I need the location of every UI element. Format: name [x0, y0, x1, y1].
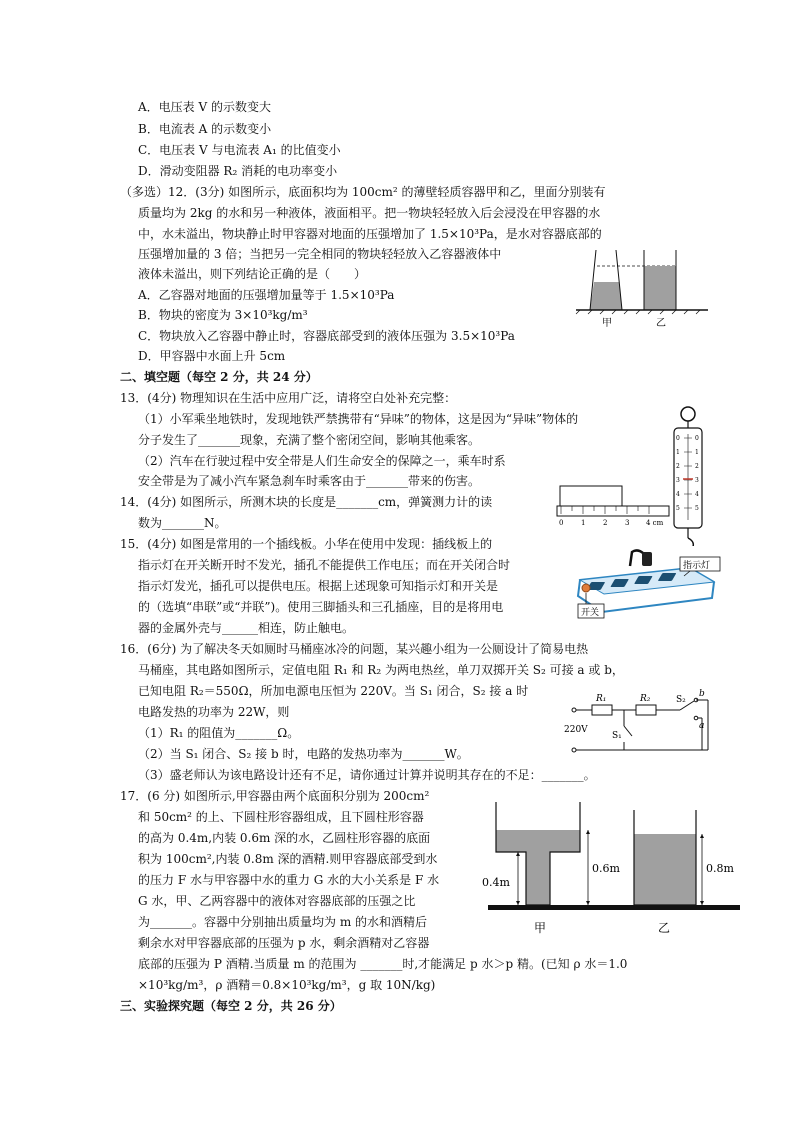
label-r2: R₂: [640, 694, 651, 704]
q17-line-2: 和 50cm² 的上、下圆柱形容器组成，且下圆柱形容器: [138, 810, 424, 824]
q15-line-1: 15．(4分) 如图是常用的一个插线板。小华在使用中发现：插线板上的: [120, 537, 493, 551]
ruler-figure: [556, 482, 671, 528]
q17-line-5: 的压力 F 水与甲容器中水的重力 G 水的大小关系是 F 水: [138, 873, 440, 887]
ruler-tick-label: 0: [559, 519, 564, 527]
q13-line-4: （2）汽车在行驶过程中安全带是人们生命安全的保障之一，乘车时系: [138, 454, 506, 468]
switch-s1: [624, 726, 632, 736]
q16-line-4: 电路发热的功率为 22W，则: [138, 705, 290, 719]
q13-line-2: （1）小军乘坐地铁时，发现地铁严禁携带有“异味”的物体，这是因为“异味”物体的: [138, 412, 579, 426]
q17-line-9: 底部的压强为 P 酒精.当质量 m 的范围为 _______时,才能满足 p 水＞p 精。(已知 ρ 水＝1.0: [138, 957, 628, 971]
scale-tick-label: 0: [676, 435, 680, 442]
wood-block: [560, 486, 622, 506]
q12-line-5: 液体未溢出，则下列结论正确的是（ ）: [138, 267, 367, 281]
q12-fig-label-yi: 乙: [656, 318, 666, 329]
label-s2: S₂: [676, 695, 686, 705]
scale-tick-label: 4: [676, 491, 680, 498]
q17-line-8: 剩余水对甲容器底部的压强为 p 水，剩余酒精对乙容器: [138, 936, 430, 950]
label-jia: 甲: [534, 921, 547, 935]
q16-line-6: （2）当 S₁ 闭合、S₂ 接 b 时，电路的发热功率为_______W。: [138, 747, 469, 761]
label-yi: 乙: [658, 921, 671, 935]
ground: [488, 905, 740, 910]
q12-line-2: 质量均为 2kg 的水和另一种液体，液面相平。把一物块轻轻放入后会浸没在甲容器的水: [138, 206, 601, 220]
q16-line-2: 马桶座，其电路如图所示，定值电阻 R₁ 和 R₂ 为两电热丝，单刀双掷开关 S₂ 可接 a 或 b，: [138, 663, 624, 677]
label-a: a: [699, 721, 705, 731]
q12-option-d: D．甲容器中水面上升 5cm: [138, 349, 286, 363]
q13-line-1: 13．(4分) 物理知识在生活中应用广泛，请将空白处补充完整：: [120, 391, 457, 405]
plug-icon: [642, 552, 652, 566]
q13-line-3: 分子发生了_______现象，充满了整个密闭空间，影响其他乘客。: [138, 433, 481, 447]
resistor-r2: [636, 705, 656, 715]
q17-line-10: ×10³kg/m³，ρ 酒精＝0.8×10³kg/m³，g 取 10N/kg): [138, 978, 436, 992]
q12-option-c: C．物块放入乙容器中静止时，容器底部受到的液体压强为 3.5×10³Pa: [138, 329, 515, 343]
q12-option-a: A．乙容器对地面的压强增加量等于 1.5×10³Pa: [138, 288, 395, 302]
section-2-heading: 二、填空题（每空 2 分，共 24 分）: [120, 370, 318, 384]
q12-option-b: B．物块的密度为 3×10³kg/m³: [138, 308, 308, 322]
q11-option-c: C．电压表 V 与电流表 A₁ 的比值变小: [138, 143, 341, 157]
q12-containers-figure: [572, 244, 712, 334]
scale-tick-label: 0: [695, 435, 699, 442]
yi-alcohol: [634, 834, 696, 905]
label-b: b: [699, 689, 705, 699]
q14-line-1: 14．(4分) 如图所示，所测木块的长度是_______cm，弹簧测力计的读: [120, 495, 493, 509]
resistor-r1: [592, 705, 612, 715]
q16-line-7: （3）盛老师认为该电路设计还有不足，请你通过计算并说明其存在的不足：_______。: [138, 768, 596, 782]
section-3-heading: 三、实验探究题（每空 2 分，共 26 分）: [120, 999, 342, 1013]
label-r1: R₁: [596, 694, 607, 704]
circuit-diagram: [562, 686, 712, 758]
label-s1: S₁: [612, 731, 622, 741]
q12-fig-label-jia: 甲: [602, 318, 612, 329]
label-switch: 开关: [581, 608, 600, 618]
q11-option-a: A．电压表 V 的示数变大: [138, 100, 271, 114]
scale-tick-label: 3: [676, 477, 680, 484]
switch-icon: [582, 584, 590, 592]
label-220v: 220V: [564, 725, 588, 735]
ruler-tick-label: 3: [625, 519, 630, 527]
q15-line-5: 器的金属外壳与______相连，防止触电。: [138, 621, 355, 635]
q16-line-5: （1）R₁ 的阻值为_______Ω。: [138, 726, 300, 740]
q17-line-3: 的高为 0.4m,内装 0.6m 深的水，乙圆柱形容器的底面: [138, 831, 431, 845]
q15-line-3: 指示灯发光，插孔可以提供电压。根据上述现象可知指示灯和开关是: [138, 579, 499, 593]
q15-line-4: 的（选填“串联”或“并联”)。使用三脚插头和三孔插座，目的是将用电: [138, 600, 504, 614]
ruler: [557, 506, 669, 516]
scale-tick-label: 3: [695, 477, 699, 484]
q12-line-4: 压强增加量的 3 倍；当把另一完全相同的物块轻轻放入乙容器液体中: [138, 247, 502, 261]
q17-containers-figure: [482, 798, 740, 940]
q12-line-1: （多选）12．(3分) 如图所示，底面积均为 100cm² 的薄壁轻质容器甲和乙，里面分别装有: [120, 185, 606, 199]
label-yi-depth: 0.8m: [706, 862, 734, 875]
q13-line-5: 安全带是为了减小汽车紧急刹车时乘客由于_______带来的伤害。: [138, 474, 481, 488]
power-strip-figure: [572, 546, 722, 622]
q14-line-2: 数为_______N。: [138, 516, 227, 530]
ruler-tick-label: 1: [581, 519, 586, 527]
q16-line-3: 已知电阻 R₂＝550Ω，所加电源电压恒为 220V。当 S₁ 闭合，S₂ 接 a 时: [138, 684, 529, 698]
label-jia-lower-height: 0.4m: [482, 876, 510, 889]
ruler-tick-label: 2: [603, 519, 608, 527]
ruler-tick-label: 4 cm: [646, 519, 664, 527]
q11-option-d: D．滑动变阻器 R₂ 消耗的电功率变小: [138, 164, 338, 178]
q11-option-b: B．电流表 A 的示数变小: [138, 122, 272, 136]
q17-line-6: G 水，甲、乙两容器中的液体对容器底部的压强之比: [138, 894, 416, 908]
scale-tick-label: 5: [676, 505, 680, 512]
label-indicator-light: 指示灯: [683, 561, 711, 571]
q17-line-7: 为_______。容器中分别抽出质量均为 m 的水和酒精后: [138, 915, 428, 929]
jia-water: [496, 830, 580, 905]
spring-scale-figure: [668, 402, 708, 554]
scale-tick-label: 5: [695, 505, 699, 512]
q15-line-2: 指示灯在开关断开时不发光，插孔不能提供工作电压；而在开关闭合时: [138, 558, 511, 572]
scale-tick-label: 1: [676, 449, 680, 456]
scale-tick-label: 2: [695, 463, 699, 470]
q16-line-1: 16．(6分) 为了解决冬天如厕时马桶座冰冷的问题，某兴趣小组为一公厕设计了简易电热: [120, 642, 589, 656]
q17-line-4: 积为 100cm²,内装 0.8m 深的酒精.则甲容器底部受到水: [138, 852, 438, 866]
q17-line-1: 17．(6 分) 如图所示,甲容器由两个底面积分别为 200cm²: [120, 789, 430, 803]
scale-tick-label: 2: [676, 463, 680, 470]
q12-line-3: 中，水未溢出，物块静止时甲容器对地面的压强增加了 1.5×10³Pa，是水对容器底部的: [138, 227, 602, 241]
scale-tick-label: 4: [695, 491, 699, 498]
label-jia-depth: 0.6m: [592, 862, 620, 875]
scale-tick-label: 1: [695, 449, 699, 456]
